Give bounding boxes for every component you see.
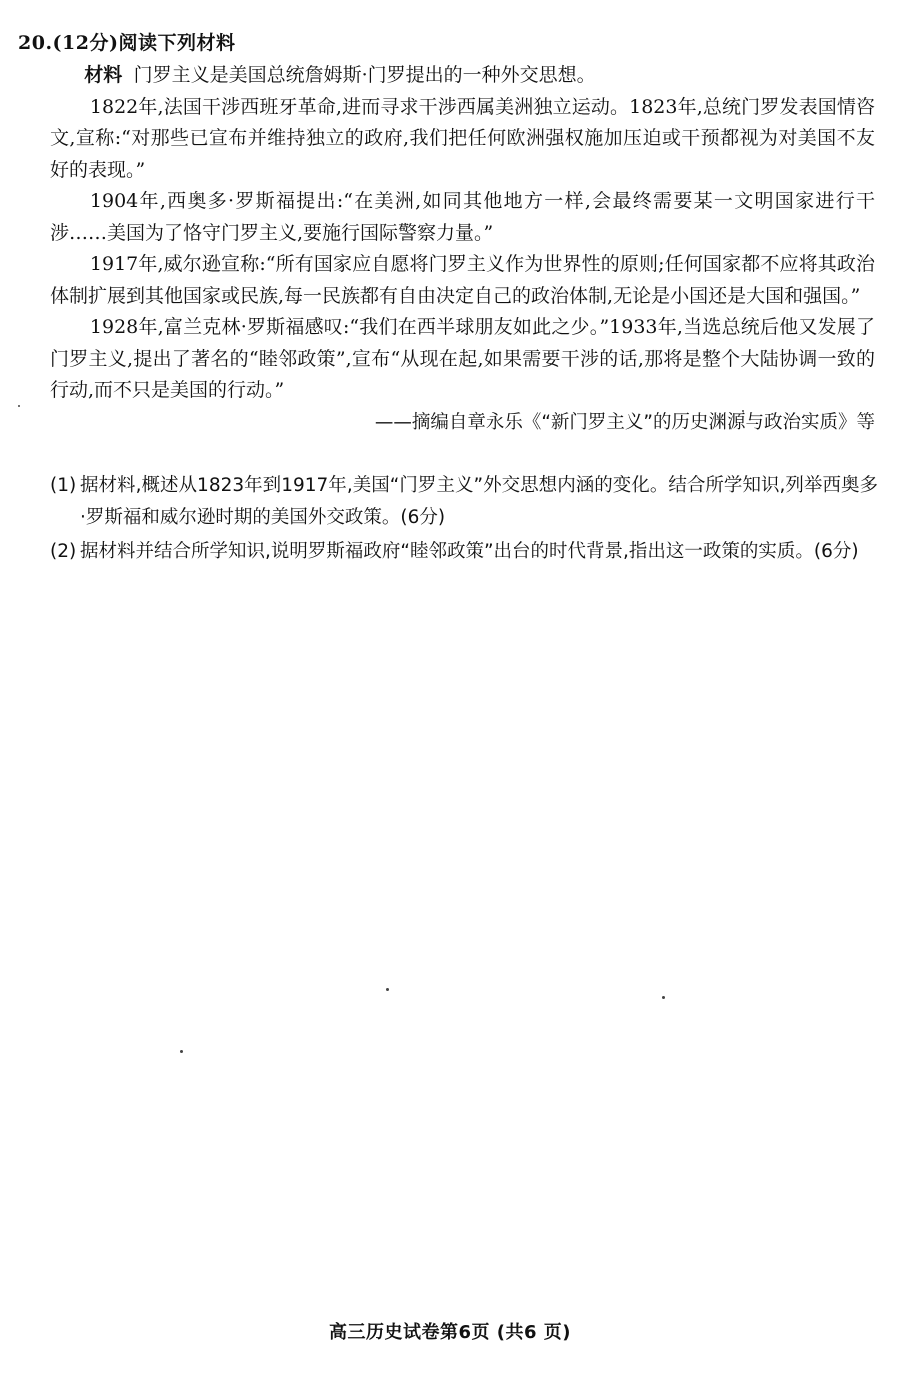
sub-question-1: [50, 470, 878, 534]
material-source: ——摘编自章永乐《“新门罗主义”的历史渊源与政治实质》等: [374, 411, 875, 433]
scan-speck: [18, 405, 20, 407]
scan-speck: [180, 1050, 183, 1053]
material-paragraph-1928: 1928年,富兰克林·罗斯福感叹:“我们在西半球朋友如此之少。”1933年,当选总统后他又发展了门罗主义,提出了著名的“睦邻政策”,宣布“从现在起,如果需要干涉的话,那将是整个大陆协调一致的行动,而不只是美国的行动。”: [50, 316, 875, 401]
sub-question-text: 据材料并结合所学知识,说明罗斯福政府“睦邻政策”出台的时代背景,指出这一政策的实质。(6分): [80, 541, 859, 562]
question-header: 20.(12分)阅读下列材料: [18, 32, 236, 54]
scan-speck: [742, 410, 744, 412]
material-paragraph-1904: 1904年,西奥多·罗斯福提出:“在美洲,如同其他地方一样,会最终需要某一文明国家进行干涉……美国为了恪守门罗主义,要施行国际警察力量。”: [50, 190, 875, 244]
sub-question-2: [50, 536, 878, 568]
page-footer: 高三历史试卷第6页 (共6 页): [328, 1322, 572, 1343]
scan-speck: [662, 996, 665, 999]
sub-question-text: 据材料,概述从1823年到1917年,美国“门罗主义”外交思想内涵的变化。结合所学知识,列举西奥多·罗斯福和威尔逊时期的美国外交政策。(6分): [80, 475, 878, 528]
scan-speck: [386, 988, 389, 991]
sub-question-number: (1): [50, 475, 77, 496]
sub-questions: [50, 470, 878, 570]
material-paragraph-1822: 1822年,法国干涉西班牙革命,进而寻求干涉西属美洲独立运动。1823年,总统门罗发表国情咨文,宣称:“对那些已宣布并维持独立的政府,我们把任何欧洲强权施加压迫或干预都视为对美国不友好的表现。”: [50, 95, 875, 181]
material-label: 材料: [84, 64, 123, 86]
sub-question-number: (2): [50, 541, 77, 562]
material-paragraph-1917: 1917年,威尔逊宣称:“所有国家应自愿将门罗主义作为世界性的原则;任何国家都不应将其政治体制扩展到其他国家或民族,每一民族都有自由决定自己的政治体制,无论是小国还是大国和强国。”: [50, 253, 875, 307]
material-intro-text: 门罗主义是美国总统詹姆斯·门罗提出的一种外交思想。: [133, 64, 596, 86]
material-intro: [50, 60, 875, 92]
material-block: [50, 60, 875, 438]
